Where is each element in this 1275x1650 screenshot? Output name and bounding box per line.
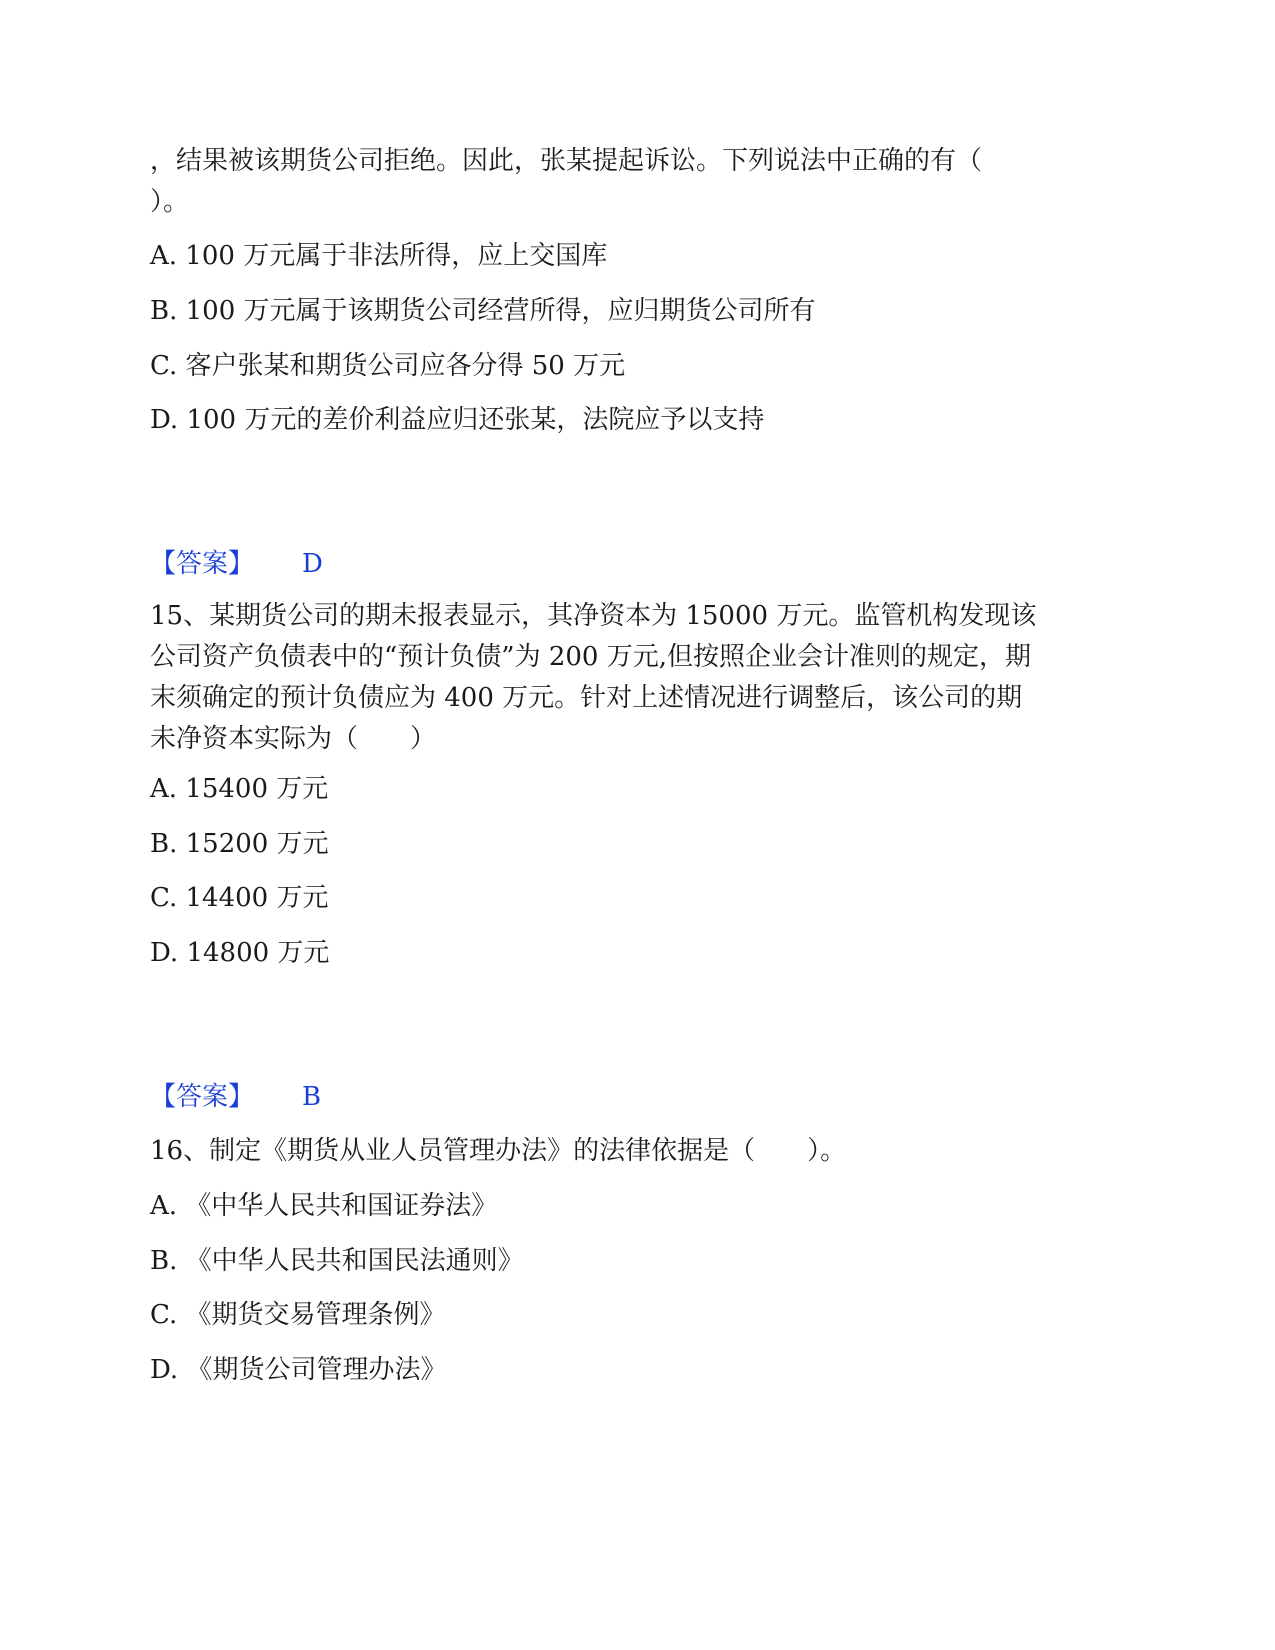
q14-answer [150,548,323,580]
q15-option-b: B. 15200 万元 [150,829,329,859]
answer-label: 【答案】 [150,549,255,579]
q14-stem-line: ，结果被该期货公司拒绝。因此，张某提起诉讼。下列说法中正确的有（ [150,146,983,176]
q14-option-b: B. 100 万元属于该期货公司经营所得，应归期货公司所有 [150,296,816,326]
q15-stem [150,596,1125,760]
q16-stem: 16、制定《期货从业人员管理办法》的法律依据是（ ）。 [150,1136,847,1166]
answer-value: D [302,549,323,579]
q15-stem-line: 15、某期货公司的期未报表显示，其净资本为 15000 万元。监管机构发现该 [150,601,1037,631]
q14-option-c: C. 客户张某和期货公司应各分得 50 万元 [150,351,626,381]
q15-stem-line: 公司资产负债表中的“预计负债”为 200 万元,但按照企业会计准则的规定，期 [150,642,1032,672]
q15-stem-line: 末须确定的预计负债应为 400 万元。针对上述情况进行调整后，该公司的期 [150,683,1023,713]
q15-option-d: D. 14800 万元 [150,938,330,968]
q14-option-a: A. 100 万元属于非法所得，应上交国库 [150,241,608,271]
q14-stem-line: ）。 [150,187,190,217]
q14-option-d: D. 100 万元的差价利益应归还张某，法院应予以支持 [150,405,765,435]
q15-stem-line: 未净资本实际为（ ） [150,724,437,754]
q16-option-d: D. 《期货公司管理办法》 [150,1355,447,1385]
q15-option-c: C. 14400 万元 [150,883,329,913]
q15-option-a: A. 15400 万元 [150,774,329,804]
q16-option-c: C. 《期货交易管理条例》 [150,1300,446,1330]
q14-stem [150,141,1125,223]
q15-answer [150,1081,321,1113]
answer-label: 【答案】 [150,1082,255,1112]
answer-value: B [302,1082,322,1112]
q16-option-a: A. 《中华人民共和国证券法》 [150,1191,498,1221]
q16-option-b: B. 《中华人民共和国民法通则》 [150,1246,524,1276]
